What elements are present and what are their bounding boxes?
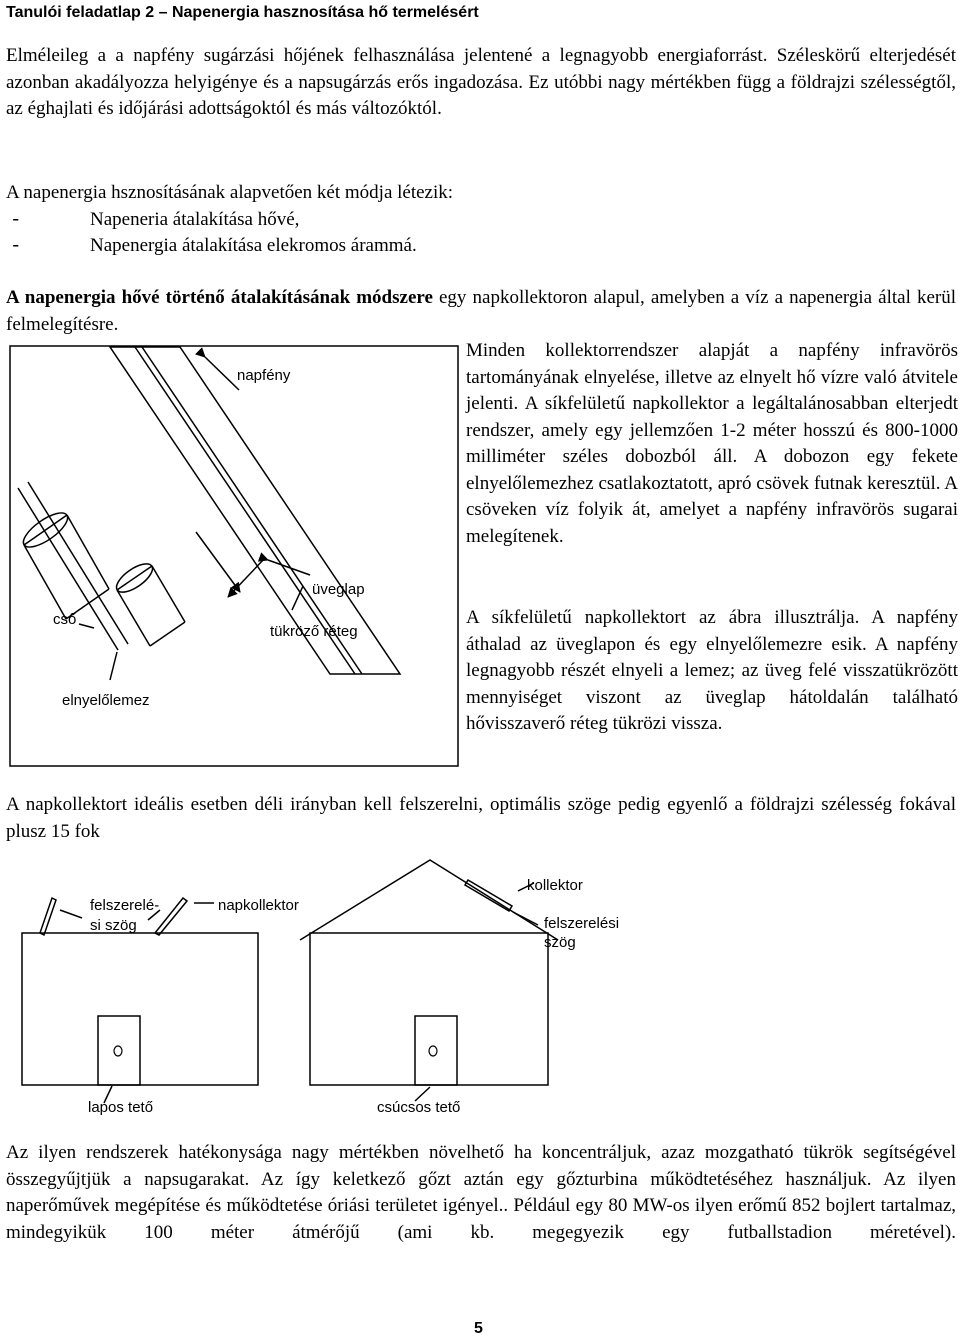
label-csucsos-teto: csúcsos tető — [377, 1099, 461, 1116]
method-paragraph-rest: egy napkollektoron alapul, amelyben a víz a napenergia által kerül felmelegítésre. — [6, 287, 957, 335]
label-si-szog: si szög — [90, 917, 137, 934]
house-door — [98, 1016, 140, 1085]
leader-felszerelesi — [513, 912, 538, 925]
house-body — [310, 933, 548, 1085]
closing-paragraph: Az ilyen rendszerek hatékonysága nagy mértékben növelhető ha koncentráljuk, azaz mozgatható tükrök segítségével összegyűjtjük a napsugarakat. Az így keletkező gőzt aztán egy gőzturbina működtetéséhez használjuk. Az ilyen naperőművek megépítése és működtetése óriási területet igényel.. Például egy 80 MW-os ilyen erőmű 852 bojlert tartalmaz, mindegyikük 100 méter átmérőjű (ami kb. megegyezik egy futballstadion méretével). — [6, 1142, 956, 1243]
house-roof — [300, 860, 558, 940]
house-door — [415, 1016, 457, 1085]
flat-roof-house — [22, 898, 258, 1103]
label-szog: szög — [544, 934, 576, 951]
label-kollektor: kollektor — [527, 877, 583, 894]
label-napfeny: napfény — [237, 367, 291, 384]
door-knob-icon — [114, 1046, 122, 1056]
label-cso: cső — [53, 611, 77, 628]
methods-lead: A napenergia hsznosításának alapvetően két módja létezik: — [6, 182, 454, 203]
collector-illustration-text: A síkfelületű napkollektort az ábra illusztrálja. A napfény áthalad az üveglapon és egy elnyelőlemezre esik. A napfény legnagyobb részét elnyeli a lemez; az üveg felé visszatükrözött mennyiséget viszont az üveglap hátoldalán található hővisszaverő réteg tükrözi vissza. — [466, 607, 958, 734]
label-uveglap: üveglap — [312, 581, 365, 598]
leader-pipe — [79, 624, 94, 628]
page-number: 5 — [474, 1320, 483, 1337]
list-dash: - — [10, 208, 22, 231]
arrow-incident — [196, 532, 240, 592]
method-electric: Napenergia átalakítása elekromos árammá. — [90, 235, 417, 256]
orientation-paragraph: A napkollektort ideális esetben déli irányban kell felszerelni, optimális szöge pedig egyenlő a földrajzi szélesség fokával plusz 15 fok — [6, 794, 956, 842]
collector-panel-left — [40, 898, 56, 935]
collector-description: Minden kollektorrendszer alapját a napfény infravörös tartományának elnyelése, illetve az elnyelt hő vízre való átvitele jelenti. A síkfelületű napkollektor a legáltalánosabban elterjedt rendszer, amely egy jellemzően 1-2 méter hosszú és 800-1000 milliméter széles dobozból áll. A dobozon egy fekete elnyelőlemezhez csatlakoztatott, apró csövek futnak keresztül. A csöveken víz folyik át, amelyet a napfény infravörös sugarai melegítenek. — [466, 340, 958, 547]
list-dash: - — [10, 235, 22, 257]
door-knob-icon — [429, 1046, 437, 1056]
label-napkollektor: napkollektor — [218, 897, 299, 914]
label-felszerele: felszerelé- — [90, 897, 160, 914]
worksheet-header: Tanulói feladatlap 2 – Napenergia hasznosítása hő termelésért — [6, 4, 479, 21]
leader-angle-left — [60, 910, 82, 918]
method-heat: Napeneria átalakítása hővé, — [90, 208, 300, 230]
label-felszerelesi: felszerelési — [544, 915, 620, 932]
intro-paragraph: Elméleileg a a napfény sugárzási hőjének felhasználása jelentené a legnagyobb energiaforrást. Széleskörű elterjedését azonban akadályozza helyigénye és a napsugárzás erős ingadozása. Ez utóbbi nagy mértékben függ a földrajzi szélességtől, az éghajlati és időjárási adottságoktól és más változóktól. — [6, 45, 956, 119]
collector-panel-right — [155, 898, 187, 935]
leader-absorber — [110, 652, 117, 680]
label-tukrozo-reteg: tükröző réteg — [270, 623, 358, 640]
pipe-lower — [112, 559, 185, 646]
label-lapos-teto: lapos tető — [88, 1099, 154, 1116]
arrow-reflect-out — [268, 560, 310, 575]
method-paragraph-bold: A napenergia hővé történő átalakításának módszere — [6, 287, 433, 308]
arrow-sunlight — [205, 357, 239, 390]
pitched-roof-house — [300, 860, 558, 1101]
label-elnyelolemez: elnyelőlemez — [62, 692, 150, 709]
arrow-reflected — [228, 558, 265, 597]
